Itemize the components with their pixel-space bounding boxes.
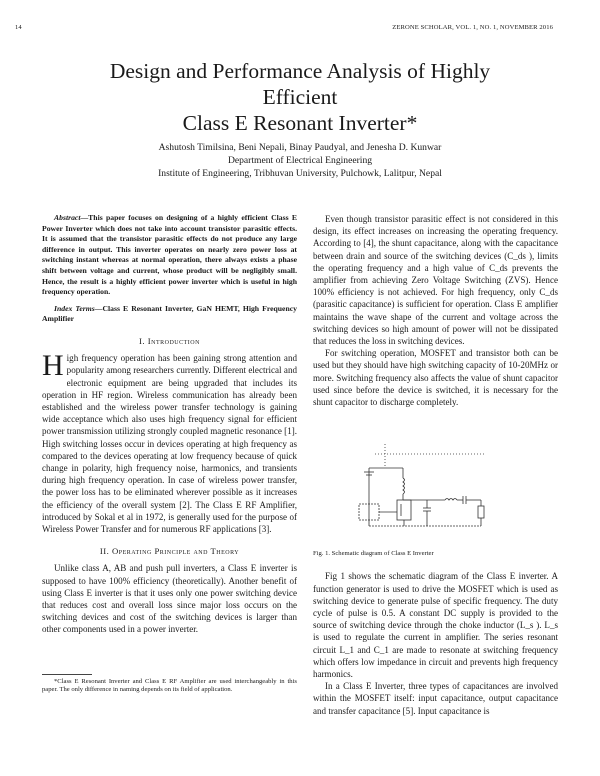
intro-paragraph: [42, 349, 297, 535]
right-paragraph-3: Fig 1 shows the schematic diagram of the Class E inverter. A function generator is used to drive the MOSFET which is used as switching device to generate pulse of specific frequency. The duty cycle of pulse is 0.5. A constant DC supply is provided to the source of switching device through the choke inductor (L_s ). L_s is used to regulate the current in amplifier. The series resonant circuit L_1 and C_1 are made to resonate at switching frequency which offers low impedance in circuit and prevents high frequency harmonics.: [313, 571, 558, 680]
intro-text: igh frequency operation has been gaining strong attention and popularity among researchers currently. Different electrical and electronic equipment are being upgraded that includes its operation in HF region. Wireless communication has already been established and the wireless power transfer technology is gaining wide acceptance which also uses high frequency signal for efficient power transmission utilizing strongly coupled magnetic resonance [1]. High switching losses occur in devices operating at high frequency as compared to the devices operating at low frequency because of quick change in polarity, high frequency noise, harmonics, and transients during high frequency operation. In case of wireless power transfer, the power loss has to be eliminated wherever possible as it increases the efficiency of the overall system [2]. The Class E RF Amplifier, introduced by Sokal et al in 1972, is generally used for the purpose of Wireless Power Transfer and for numerous RF applications [3].: [42, 353, 297, 534]
right-paragraph-4: In a Class E Inverter, three types of capacitances are involved within the MOSFET itself: input capacitance, output capacitance and transfer capacitance [5]. Input capacitance is: [313, 681, 558, 716]
schematic-figure: [313, 424, 558, 546]
left-column: [42, 213, 297, 695]
index-terms: [42, 304, 297, 325]
index-terms-text: —Class E Resonant Inverter, GaN HEMT, High Frequency Amplifier: [42, 303, 297, 324]
footnote-rule: [42, 674, 92, 675]
page-number: 14: [15, 24, 22, 31]
principle-paragraph: Unlike class A, AB and push pull inverters, a Class E inverter is supposed to have 100% efficiency (theoretically). Another benefit of using Class E inverter is that it uses only one power switching device that reduces cost and overall loss since major loss occurs on the switching devices and cost of the switching devices is larger than other components used in a power inverter.: [42, 563, 297, 635]
author-list: Ashutosh Timilsina, Beni Nepali, Binay Paudyal, and Jenesha D. Kunwar: [158, 142, 442, 153]
department: Department of Electrical Engineering: [227, 155, 373, 166]
abstract: [42, 213, 297, 298]
footnote: *Class E Resonant Inverter and Class E RF Amplifier are used interchangeably in this paper. The only difference in naming depends on its field of application.: [42, 677, 297, 694]
right-paragraph-1: Even though transistor parasitic effect is not considered in this design, its effect increases on increasing the operating frequency. According to [4], the shunt capacitance, along with the capacitance between drain and source of the switching devices (C_ds ), limits the operating frequency and a high value of C_ds prevents the amplifier from achieving Zero Voltage Switching (ZVS). Hence 100% efficiency is not achieved. For high frequency, only C_ds (parasitic capacitance) is sufficient for operation. Class E amplifier maintains the wave shape of the current and voltage across the switching devices so high amount of power will not be dissipated that reduces the loss in switching devices.: [313, 214, 558, 347]
right-paragraph-2: For switching operation, MOSFET and transistor both can be used but they should have high switching capacity of 10-20MHz or more. Switching frequency also affects the value of shunt capacitor used since before the device is switched, it is necessary for the shunt capacitor to discharge completely.: [313, 348, 558, 408]
journal-header: ZERONE SCHOLAR, VOL. 1, NO. 1, NOVEMBER 2016: [392, 24, 553, 31]
section-introduction-heading: I. Introduction: [139, 335, 200, 346]
index-terms-lead: Index Terms: [54, 303, 95, 313]
class-e-schematic: [355, 434, 505, 544]
right-column: [313, 213, 558, 717]
paper-title: [40, 58, 560, 136]
figure-caption: Fig. 1. Schematic diagram of Class E Inverter: [313, 550, 434, 558]
title-line-1: Design and Performance Analysis of Highly: [109, 59, 491, 83]
institute: Institute of Engineering, Tribhuvan University, Pulchowk, Lalitpur, Nepal: [158, 168, 442, 179]
section-principle-heading: II. Operating Principle and Theory: [99, 546, 240, 557]
abstract-text: —This paper focuses on designing of a highly efficient Class E Power Inverter which does not take into account transistor parasitic effects. It is assumed that the transistor parasitic effects do not produce any large difference in output. This inverter operates on nearly zero power loss at switching instant whereas at normal operation, there always exists a phase shift between voltage and current, whose product will be negligibly small. Hence, the result is a highly efficient power inverter which is useful in high frequency operation.: [42, 213, 297, 297]
intro-dropcap: H: [42, 349, 64, 383]
abstract-lead: Abstract: [54, 213, 81, 222]
title-line-3: Class E Resonant Inverter*: [182, 111, 418, 135]
title-line-2: Efficient: [262, 85, 338, 109]
